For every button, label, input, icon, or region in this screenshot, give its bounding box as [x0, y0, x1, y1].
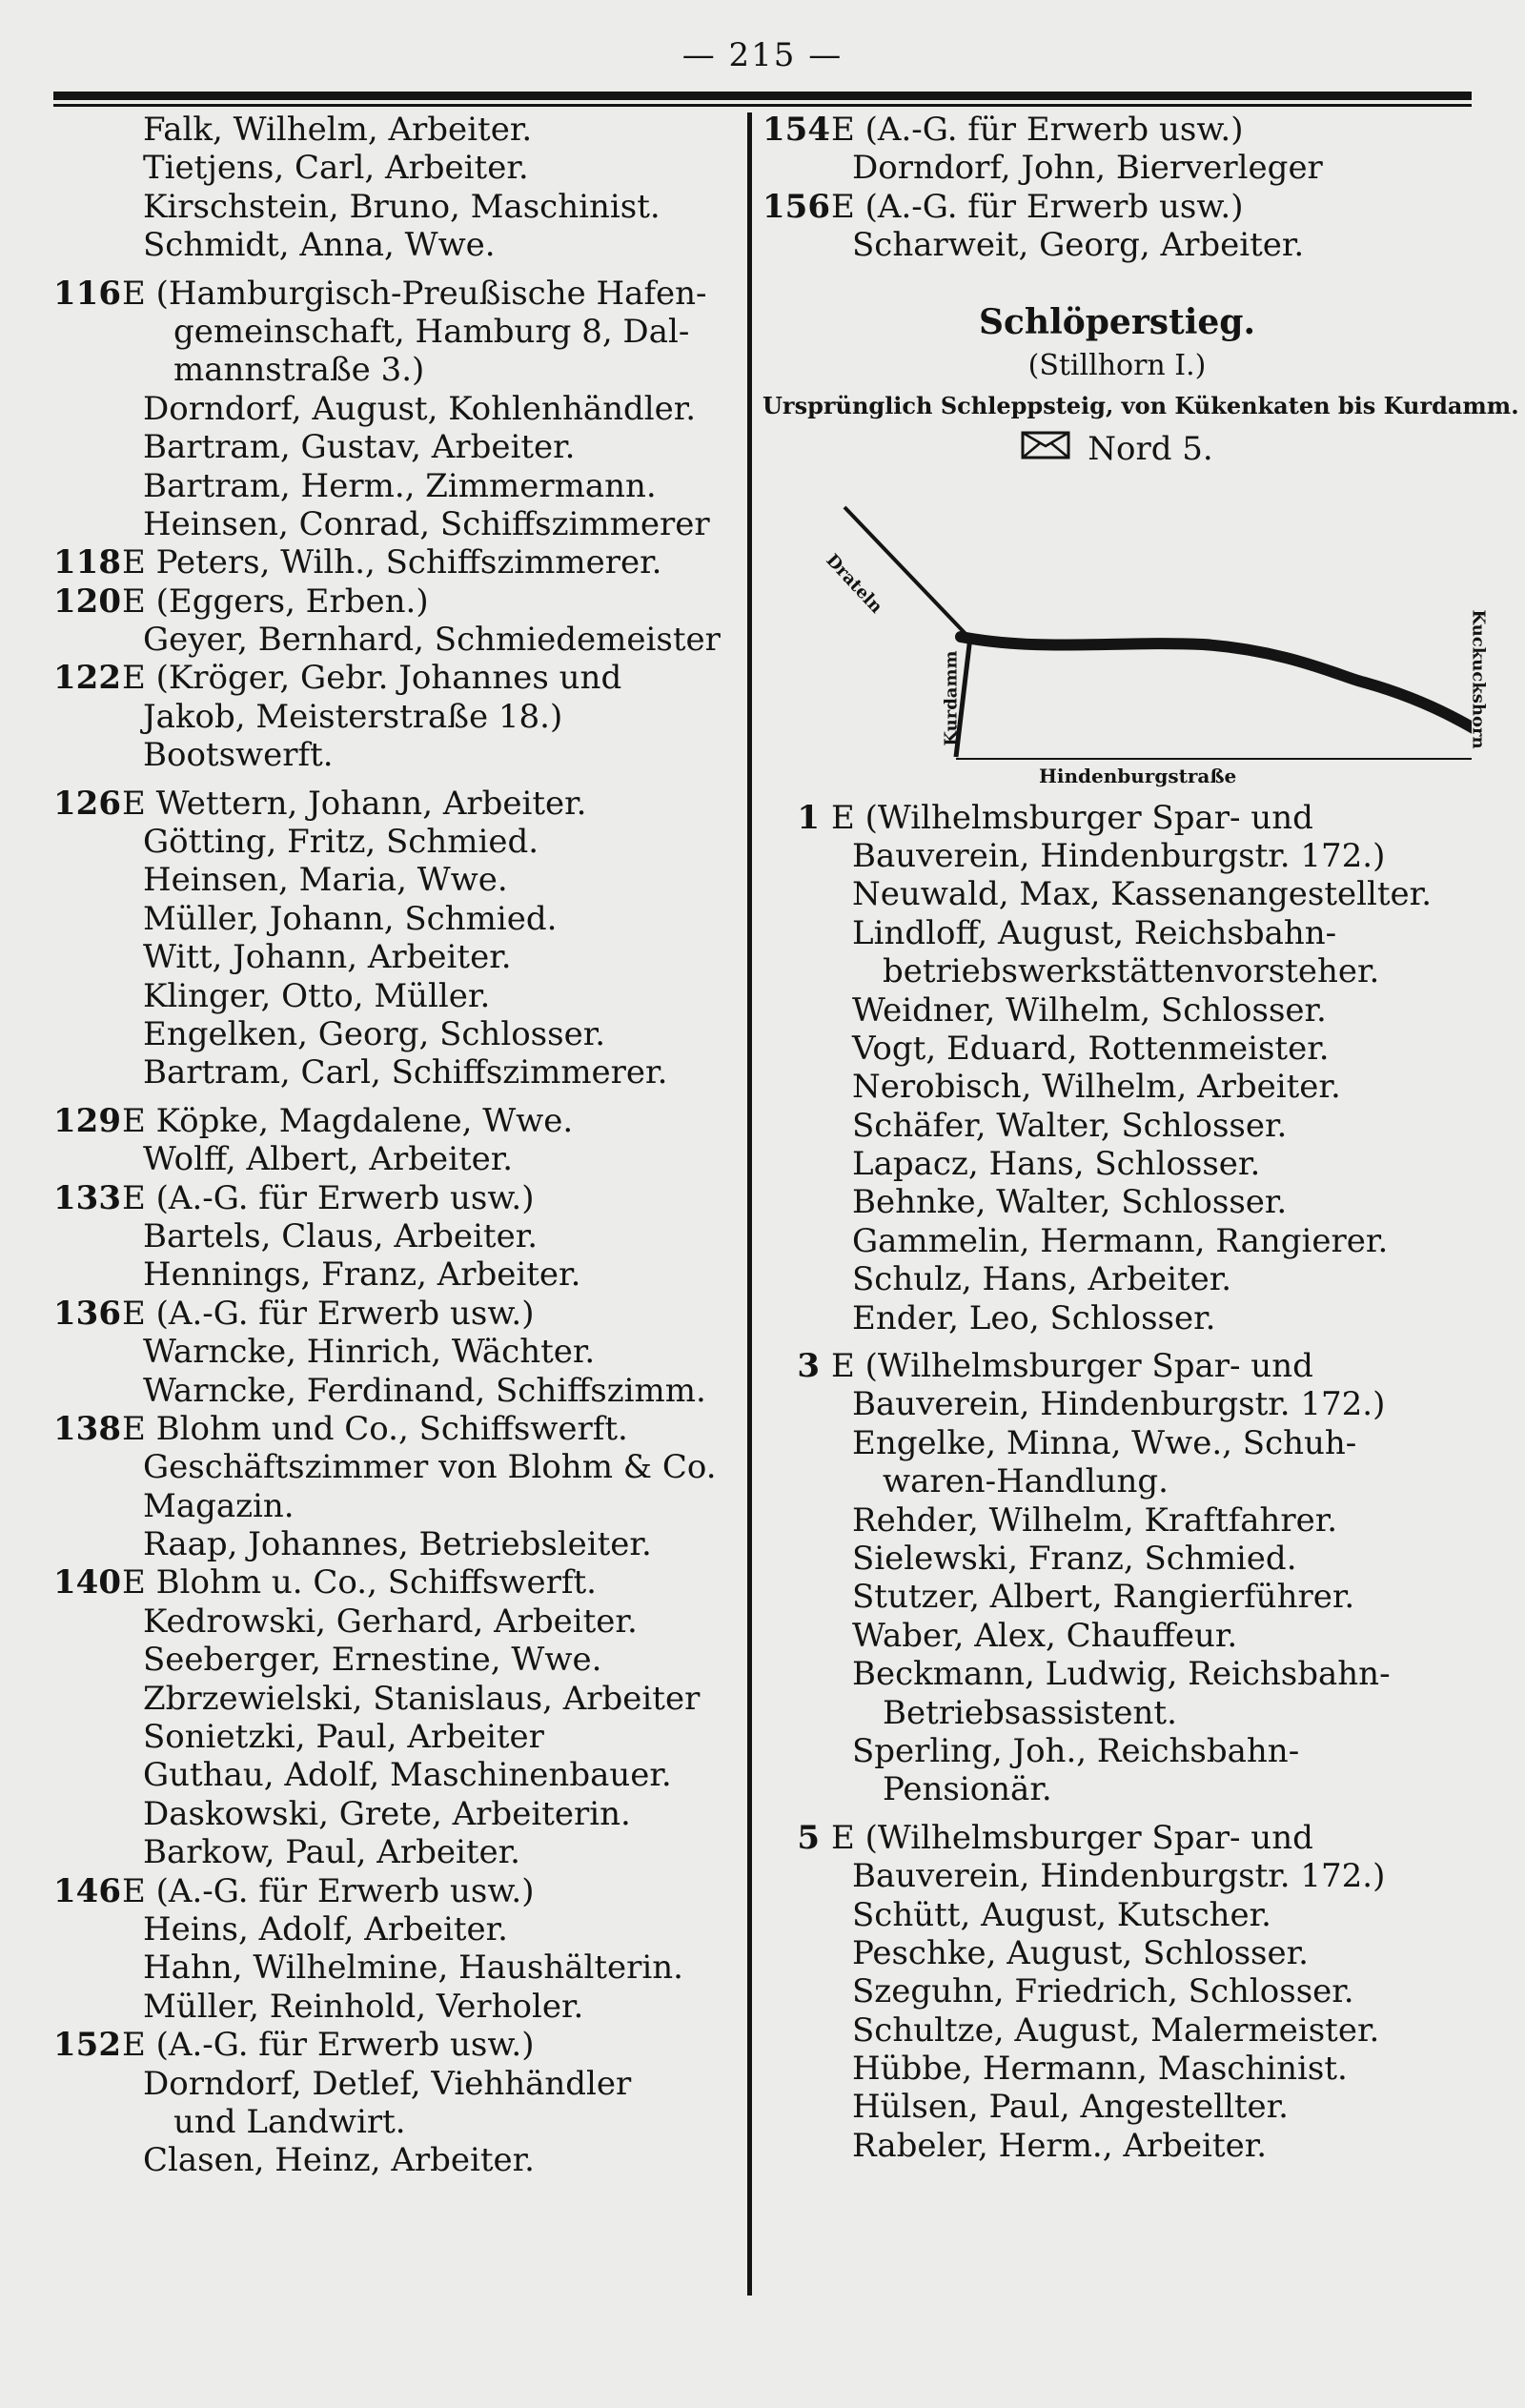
entry-text: Heinsen, Conrad, Schiffszimmerer: [143, 504, 710, 543]
resident-line: [53, 1140, 740, 1178]
resident-line: [53, 1602, 740, 1641]
entry-text: und Landwirt.: [173, 2102, 406, 2141]
entry-text: Scharweit, Georg, Arbeiter.: [852, 226, 1305, 265]
entry-text: Raap, Johannes, Betriebsleiter.: [143, 1525, 652, 1564]
resident-line: [53, 1053, 740, 1092]
street-district: (Stillhorn I.): [1027, 348, 1207, 382]
entry-text: Stutzer, Albert, Rangierführer.: [852, 1578, 1355, 1617]
house-entry: [53, 2026, 740, 2064]
house-number: 136: [53, 1294, 121, 1333]
entry-text: Jakob, Meisterstraße 18.): [143, 697, 563, 736]
entry-text: E (A.-G. für Erwerb usw.): [122, 1178, 535, 1217]
resident-line: [762, 1462, 1472, 1500]
map-road-schloeperstieg: [961, 637, 1472, 728]
entry-text: Bartram, Carl, Schiffszimmerer.: [143, 1053, 668, 1092]
envelope-icon: [1021, 425, 1070, 473]
resident-line: [762, 991, 1472, 1030]
entry-text: Neuwald, Max, Kassenangestellter.: [852, 875, 1432, 914]
entry-text: E (A.-G. für Erwerb usw.): [831, 111, 1244, 149]
resident-line: [762, 1501, 1472, 1540]
resident-line: [53, 621, 740, 659]
entry-gap: [53, 1092, 740, 1102]
entry-text: Falk, Wilhelm, Arbeiter.: [143, 111, 533, 149]
resident-line: [762, 952, 1472, 990]
entry-text: Pensionär.: [883, 1770, 1052, 1809]
entry-text: E Peters, Wilh., Schiffszimmerer.: [122, 543, 662, 582]
entry-gap: [762, 1337, 1472, 1347]
resident-line: [762, 1068, 1472, 1106]
house-entry: [762, 1819, 1472, 1857]
house-number: 5: [797, 1818, 820, 1857]
entry-text: Hahn, Wilhelmine, Haushälterin.: [143, 1949, 683, 1988]
entry-text: Nerobisch, Wilhelm, Arbeiter.: [852, 1068, 1341, 1107]
resident-line: [53, 736, 740, 774]
left-column: [53, 111, 740, 2180]
resident-line: [762, 1424, 1472, 1462]
resident-line: [762, 1694, 1472, 1732]
resident-line: [53, 1988, 740, 2026]
postal-label: Nord 5.: [1088, 429, 1213, 468]
resident-line: [762, 1617, 1472, 1655]
entry-text: E (Eggers, Erben.): [122, 582, 429, 621]
entry-text: E (Wilhelmsburger Spar- und: [831, 1818, 1313, 1857]
resident-line: [53, 1795, 740, 1833]
entry-text: Witt, Johann, Arbeiter.: [143, 938, 512, 977]
entry-text: Daskowski, Grete, Arbeiterin.: [143, 1794, 631, 1833]
house-entry: [53, 659, 740, 697]
entry-text: Betriebsassistent.: [883, 1693, 1177, 1732]
resident-line: [762, 1107, 1472, 1145]
entry-text: Bartram, Herm., Zimmermann.: [143, 466, 657, 505]
resident-line: [53, 2103, 740, 2141]
resident-line: [762, 837, 1472, 875]
resident-line: [53, 938, 740, 976]
entry-text: Beckmann, Ludwig, Reichsbahn-: [852, 1655, 1391, 1694]
resident-line: [53, 111, 740, 149]
resident-line: [762, 1385, 1472, 1423]
entry-text: betriebswerkstättenvorsteher.: [883, 952, 1380, 991]
entry-text: Dorndorf, Detlef, Viehhändler: [143, 2064, 632, 2103]
entry-text: Bauverein, Hindenburgstr. 172.): [852, 1385, 1386, 1424]
house-entry: [53, 1563, 740, 1602]
entry-text: E (A.-G. für Erwerb usw.): [122, 2026, 535, 2065]
entry-gap: [762, 1809, 1472, 1819]
map-label-bottom: Hindenburgstraße: [1039, 764, 1237, 787]
resident-line: [53, 977, 740, 1015]
house-entry: [53, 1410, 740, 1448]
house-number: 133: [53, 1178, 121, 1217]
postal-district: [762, 425, 1472, 473]
resident-line: [53, 2065, 740, 2103]
entry-text: Warncke, Hinrich, Wächter.: [143, 1333, 596, 1372]
house-number: 146: [53, 1871, 121, 1910]
entry-gap: [53, 775, 740, 785]
resident-line: [53, 1372, 740, 1410]
entry-text: Warncke, Ferdinand, Schiffszimm.: [143, 1371, 706, 1410]
entry-text: Schmidt, Anna, Wwe.: [143, 226, 496, 265]
entry-text: E (Wilhelmsburger Spar- und: [831, 1347, 1313, 1386]
resident-line: [53, 467, 740, 505]
entry-text: Waber, Alex, Chauffeur.: [852, 1616, 1238, 1655]
house-entry: [53, 1295, 740, 1333]
map-label-right: Kuckuckshorn: [1468, 609, 1489, 749]
map-label-top-left: Drateln: [822, 549, 886, 618]
house-number: 118: [53, 543, 121, 582]
entry-text: Schulz, Hans, Arbeiter.: [852, 1260, 1232, 1299]
entry-text: Lapacz, Hans, Schlosser.: [852, 1145, 1261, 1184]
house-entry: [53, 1102, 740, 1140]
resident-line: [53, 1333, 740, 1371]
house-entry: [53, 582, 740, 621]
entry-text: E Wettern, Johann, Arbeiter.: [122, 784, 587, 823]
street-name: Schlöperstieg.: [978, 301, 1255, 342]
resident-line: [53, 226, 740, 264]
entry-text: Vogt, Eduard, Rottenmeister.: [852, 1029, 1330, 1068]
entry-text: Bauverein, Hindenburgstr. 172.): [852, 1857, 1386, 1896]
house-number: 152: [53, 2026, 121, 2065]
entry-text: Rabeler, Herm., Arbeiter.: [852, 2126, 1268, 2165]
resident-line: [762, 1934, 1472, 1972]
entry-text: Müller, Johann, Schmied.: [143, 899, 558, 938]
right-top-entries: [762, 111, 1472, 265]
entry-text: mannstraße 3.): [173, 351, 425, 390]
entry-text: Lindloff, August, Reichsbahn-: [852, 913, 1337, 952]
resident-line: [762, 149, 1472, 187]
entry-text: E Blohm und Co., Schiffswerft.: [122, 1409, 628, 1448]
entry-text: Bootswerft.: [143, 736, 334, 775]
entry-text: Sperling, Joh., Reichsbahn-: [852, 1731, 1300, 1770]
resident-line: [762, 914, 1472, 952]
house-number: 116: [53, 274, 121, 313]
column-divider: [747, 112, 752, 2296]
house-number: 126: [53, 784, 121, 823]
entry-text: E (A.-G. für Erwerb usw.): [122, 1294, 535, 1333]
entry-text: Tietjens, Carl, Arbeiter.: [143, 149, 529, 188]
entry-text: Clasen, Heinz, Arbeiter.: [143, 2141, 535, 2180]
house-number: 154: [762, 111, 830, 149]
header-rule-thick: [53, 92, 1472, 100]
resident-line: [53, 390, 740, 428]
entry-text: Hübbe, Hermann, Maschinist.: [852, 2050, 1348, 2089]
resident-line: [762, 1183, 1472, 1221]
resident-line: [762, 1896, 1472, 1934]
resident-line: [762, 1857, 1472, 1895]
resident-line: [53, 1910, 740, 1949]
house-number: 129: [53, 1101, 121, 1140]
entry-text: E Köpke, Magdalene, Wwe.: [122, 1101, 574, 1140]
entry-text: Dorndorf, John, Bierverleger: [852, 149, 1323, 188]
resident-line: [762, 2050, 1472, 2088]
resident-line: [53, 1756, 740, 1794]
resident-line: [53, 1680, 740, 1718]
entry-text: Heinsen, Maria, Wwe.: [143, 861, 508, 900]
resident-line: [53, 1718, 740, 1756]
resident-line: [53, 1833, 740, 1871]
street-origin: Ursprünglich Schleppsteig, von Kükenkaten bis Kurdamm.: [762, 391, 1519, 419]
entry-text: Peschke, August, Schlosser.: [852, 1933, 1309, 1972]
house-number: 3: [797, 1347, 820, 1386]
entry-text: Guthau, Adolf, Maschinenbauer.: [143, 1756, 672, 1795]
entry-text: Sonietzki, Paul, Arbeiter: [143, 1718, 544, 1757]
house-entry: [762, 1347, 1472, 1385]
entry-text: Seeberger, Ernestine, Wwe.: [143, 1641, 602, 1680]
resident-line: [53, 823, 740, 861]
resident-line: [762, 1030, 1472, 1068]
resident-line: [53, 1487, 740, 1525]
entry-gap: [53, 265, 740, 275]
resident-line: [53, 428, 740, 466]
resident-line: [53, 861, 740, 899]
resident-line: [762, 1655, 1472, 1693]
resident-line: [762, 1540, 1472, 1578]
street-map-drawing: [762, 479, 1472, 793]
street-header: [762, 299, 1519, 473]
entry-text: Hülsen, Paul, Angestellter.: [852, 2088, 1289, 2127]
entry-text: waren-Handlung.: [883, 1462, 1169, 1501]
entry-text: Schultze, August, Malermeister.: [852, 2010, 1380, 2050]
house-number: 140: [53, 1563, 121, 1602]
entry-text: Barkow, Paul, Arbeiter.: [143, 1833, 520, 1872]
entry-text: Heins, Adolf, Arbeiter.: [143, 1909, 508, 1949]
entry-text: Rehder, Wilhelm, Kraftfahrer.: [852, 1500, 1338, 1540]
entry-text: Bartels, Claus, Arbeiter.: [143, 1216, 539, 1255]
street-map: [762, 479, 1489, 793]
resident-line: [762, 1299, 1472, 1337]
resident-line: [53, 149, 740, 187]
entry-text: Klinger, Otto, Müller.: [143, 976, 491, 1015]
resident-line: [762, 1260, 1472, 1298]
header-rule-thin: [53, 104, 1472, 107]
entry-text: E (A.-G. für Erwerb usw.): [831, 187, 1244, 226]
entry-text: E (Wilhelmsburger Spar- und: [831, 798, 1313, 837]
entry-text: Wolff, Albert, Arbeiter.: [143, 1140, 514, 1179]
entry-text: Szeguhn, Friedrich, Schlosser.: [852, 1972, 1354, 2011]
map-road-upper-left: [844, 507, 968, 637]
resident-line: [53, 1255, 740, 1294]
page-number: — 215 —: [681, 36, 844, 74]
resident-line: [762, 1732, 1472, 1770]
house-entry: [762, 799, 1472, 837]
resident-line: [53, 2141, 740, 2179]
resident-line: [53, 1217, 740, 1255]
resident-line: [762, 1222, 1472, 1260]
resident-line: [53, 188, 740, 226]
entry-text: Schütt, August, Kutscher.: [852, 1895, 1271, 1934]
resident-line: [53, 1448, 740, 1486]
resident-line: [762, 2127, 1472, 2165]
entry-text: Engelke, Minna, Wwe., Schuh-: [852, 1423, 1357, 1462]
map-label-left: Kurdamm: [941, 649, 962, 746]
resident-line: [762, 1972, 1472, 2010]
house-entry: [762, 188, 1472, 226]
house-entry: [53, 1179, 740, 1217]
entry-text: Magazin.: [143, 1486, 295, 1525]
entry-text: Geyer, Bernhard, Schmiedemeister: [143, 621, 721, 660]
entry-text: Geschäftszimmer von Blohm & Co.: [143, 1448, 717, 1487]
entry-text: Bauverein, Hindenburgstr. 172.): [852, 836, 1386, 875]
right-bottom-entries: [762, 799, 1472, 2166]
entry-text: Zbrzewielski, Stanislaus, Arbeiter: [143, 1679, 701, 1718]
entry-text: Bartram, Gustav, Arbeiter.: [143, 428, 576, 467]
resident-line: [762, 1578, 1472, 1616]
house-number: 120: [53, 582, 121, 621]
house-entry: [762, 111, 1472, 149]
entry-text: Sielewski, Franz, Schmied.: [852, 1539, 1297, 1578]
house-entry: [53, 543, 740, 582]
entry-text: Schäfer, Walter, Schlosser.: [852, 1106, 1288, 1145]
house-entry: [53, 785, 740, 823]
house-number: 156: [762, 187, 830, 226]
entry-text: Kirschstein, Bruno, Maschinist.: [143, 187, 661, 226]
entry-text: Ender, Leo, Schlosser.: [852, 1298, 1216, 1337]
resident-line: [762, 875, 1472, 913]
resident-line: [762, 1145, 1472, 1183]
resident-line: [53, 698, 740, 736]
resident-line: [762, 2088, 1472, 2126]
resident-line: [762, 2011, 1472, 2050]
entry-text: Weidner, Wilhelm, Schlosser.: [852, 990, 1327, 1030]
entry-text: gemeinschaft, Hamburg 8, Dal-: [173, 312, 690, 351]
entry-text: Kedrowski, Gerhard, Arbeiter.: [143, 1602, 638, 1641]
house-entry: [53, 275, 740, 313]
resident-line: [53, 313, 740, 351]
resident-line: [53, 505, 740, 543]
entry-text: Dorndorf, August, Kohlenhändler.: [143, 389, 697, 428]
resident-line: [53, 351, 740, 389]
entry-text: E Blohm u. Co., Schiffswerft.: [122, 1563, 597, 1602]
house-entry: [53, 1872, 740, 1910]
entry-text: Behnke, Walter, Schlosser.: [852, 1183, 1288, 1222]
entry-text: Gammelin, Hermann, Rangierer.: [852, 1221, 1389, 1260]
resident-line: [53, 1949, 740, 1987]
entry-text: E (Kröger, Gebr. Johannes und: [122, 659, 622, 698]
resident-line: [53, 1525, 740, 1563]
house-number: 1: [797, 798, 820, 837]
entry-text: Engelken, Georg, Schlosser.: [143, 1014, 606, 1053]
resident-line: [53, 1641, 740, 1679]
resident-line: [53, 1015, 740, 1053]
resident-line: [762, 1770, 1472, 1808]
entry-text: Götting, Fritz, Schmied.: [143, 823, 539, 862]
resident-line: [53, 900, 740, 938]
entry-text: Hennings, Franz, Arbeiter.: [143, 1255, 581, 1295]
right-column: [762, 111, 1519, 2165]
entry-text: E (A.-G. für Erwerb usw.): [122, 1871, 535, 1910]
house-number: 138: [53, 1409, 121, 1448]
house-number: 122: [53, 659, 121, 698]
entry-text: Müller, Reinhold, Verholer.: [143, 1987, 584, 2026]
entry-text: E (Hamburgisch-Preußische Hafen-: [122, 274, 707, 313]
resident-line: [762, 226, 1472, 264]
